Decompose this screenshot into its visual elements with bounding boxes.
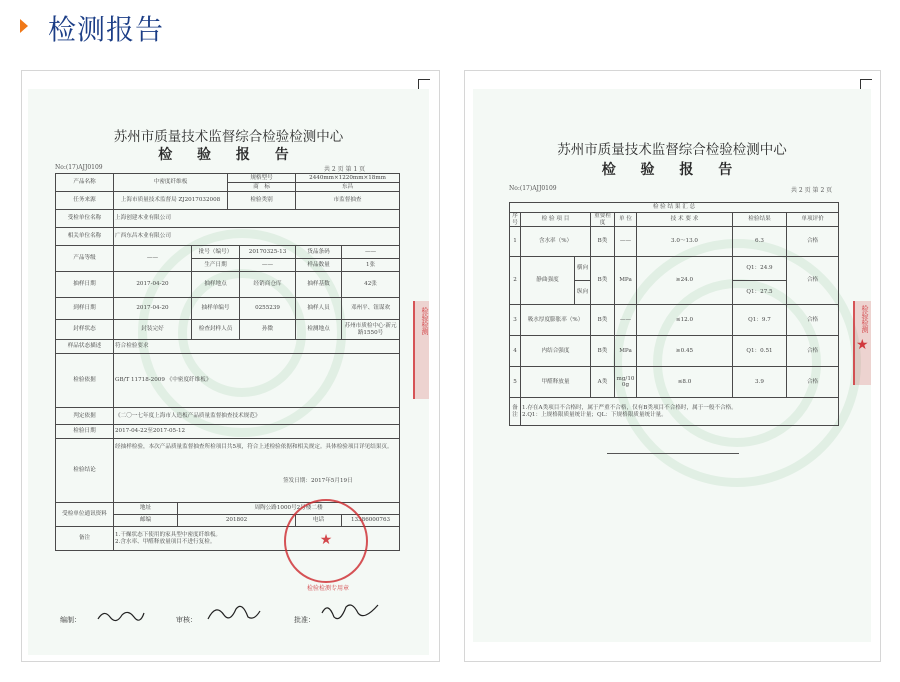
col-no: 序号 <box>510 213 521 227</box>
label-inspect-date: 检验日期 <box>56 425 114 439</box>
label-inspect-place: 检测地点 <box>296 320 342 340</box>
cell-requirement: 3.0～13.0 <box>637 227 733 257</box>
cell-importance: B类 <box>591 227 615 257</box>
side-stamp-strip <box>413 301 429 399</box>
value-tel: 13386000763 <box>342 515 400 527</box>
table-row <box>510 305 839 336</box>
remark-line-1: 1.干燥状态下使用的家具型中密度纤维板。 <box>115 532 222 539</box>
results-table <box>509 202 839 426</box>
col-item: 检 验 项 目 <box>521 213 591 227</box>
auditor-signature <box>206 601 262 625</box>
value-sample-date: 2017-04-20 <box>114 272 192 298</box>
issue-date: 签发日期：2017年5月19日 <box>283 478 353 485</box>
report-page-1-frame[interactable] <box>21 70 440 662</box>
page-info: 共 2 页 第 2 页 <box>791 187 833 194</box>
cell-verdict: 合格 <box>787 257 839 305</box>
value-task-source: 上海市质量技术监督局 ZJ2017032008 <box>114 192 228 210</box>
cell-item: 甲醛释放量 <box>521 367 591 398</box>
writer-label: 编制： <box>60 616 81 624</box>
conclusion-text: 经抽样检验，本次产品质量监督抽查所检项目共5项，符合上述检验依据和相关规定。具体检验项目详见结果页。 <box>115 444 393 450</box>
cell-requirement: ≥0.45 <box>637 336 733 367</box>
approver-label: 批准： <box>294 616 315 624</box>
value-spec: 2440mm×1220mm×18mm <box>296 174 400 183</box>
value-inspect-date: 2017-04-22至2017-05-12 <box>114 425 400 439</box>
label-product-name: 产品名称 <box>56 174 114 192</box>
side-stamp-text: 检验检测 <box>421 307 429 335</box>
cell-requirement: ≤8.0 <box>637 367 733 398</box>
value-producer: 广西东昌木业有限公司 <box>114 228 400 246</box>
cell-importance: B类 <box>591 257 615 305</box>
cell-requirement: ≤12.0 <box>637 305 733 336</box>
value-sample-base: 42张 <box>342 272 400 298</box>
label-inspect-type: 检验类别 <box>228 192 296 210</box>
label-tel: 电话 <box>296 515 342 527</box>
label-sampler: 抽样人员 <box>296 298 342 320</box>
cell-result: Q1：0.51 <box>733 336 787 367</box>
cell-importance: A类 <box>591 367 615 398</box>
cell-unit: MPa <box>615 257 637 305</box>
value-seal-state: 封装完好 <box>114 320 192 340</box>
cell-importance: B类 <box>591 305 615 336</box>
label-prod-date: 生产日期 <box>192 259 240 272</box>
label-zip: 邮编 <box>114 515 178 527</box>
star-icon: ★ <box>856 337 869 353</box>
cell-unit: MPa <box>615 336 637 367</box>
notes-label: 备注 <box>510 398 521 426</box>
col-requirement: 技 术 要 求 <box>637 213 733 227</box>
cell-no: 2 <box>510 257 521 305</box>
page-info: 共 2 页 第 1 页 <box>324 166 366 173</box>
value-conclusion <box>114 439 400 503</box>
col-verdict: 单项评价 <box>787 213 839 227</box>
cell-unit: —— <box>615 305 637 336</box>
value-sample-place: 经销商仓库 <box>240 272 296 298</box>
report-title: 检 验 报 告 <box>601 162 743 178</box>
label-brand: 商 标 <box>228 183 296 192</box>
cell-verdict: 合格 <box>787 367 839 398</box>
side-stamp-text: 检验检测 <box>861 305 869 333</box>
cell-result: Q1：24.9 <box>733 257 787 281</box>
value-sample-no: 0255239 <box>240 298 296 320</box>
label-sample-qty: 样品数量 <box>296 259 342 272</box>
label-sample-no: 抽样单编号 <box>192 298 240 320</box>
cell-unit: —— <box>615 227 637 257</box>
report-page-2-frame[interactable] <box>464 70 881 662</box>
approver-signature <box>320 599 380 623</box>
table-row <box>510 336 839 367</box>
writer-signature <box>96 605 146 625</box>
side-stamp-strip <box>853 301 871 385</box>
report-info-table <box>55 173 400 551</box>
cell-sub-item: 纵向 <box>575 281 591 305</box>
arrow-icon <box>20 19 28 33</box>
cell-importance: B类 <box>591 336 615 367</box>
page-header <box>0 0 900 56</box>
cell-no: 5 <box>510 367 521 398</box>
table-row <box>510 257 839 281</box>
value-inspect-place: 苏州市质检中心·新元路1550号 <box>342 320 400 340</box>
value-barcode: —— <box>342 246 400 259</box>
center-name: 苏州市质量技术监督综合检验检测中心 <box>557 142 787 158</box>
remark-line-2: 2.含水率、甲醛释放量项目不进行复检。 <box>115 538 216 545</box>
value-sample-desc: 符合检验要求 <box>114 340 400 354</box>
label-sample-base: 抽样基数 <box>296 272 342 298</box>
label-task-source: 任务来源 <box>56 192 114 210</box>
label-sample-place: 抽样地点 <box>192 272 240 298</box>
note-line-2: 2.Q1：上规格限质量统计量；QL：下规格限质量统计量。 <box>522 411 667 418</box>
summary-title: 检 验 结 果 汇 总 <box>510 203 839 213</box>
label-sample-date: 抽样日期 <box>56 272 114 298</box>
note-line-1: 1.存在A类项目不合格时，属于严重不合格，仅有B类项目不合格时，属于一般不合格。 <box>522 405 737 412</box>
value-zip: 201802 <box>178 515 296 527</box>
report-page-1 <box>28 89 429 655</box>
value-brand: 东昌 <box>296 183 400 192</box>
cell-unit: mg/100g <box>615 367 637 398</box>
label-unit-info: 受检单位通讯资料 <box>56 503 114 527</box>
end-rule <box>607 453 739 454</box>
cell-item: 含水率（%） <box>521 227 591 257</box>
value-grade: —— <box>114 246 192 272</box>
value-client: 上海创建木业有限公司 <box>114 210 400 228</box>
cell-result: 6.3 <box>733 227 787 257</box>
report-number: No:(17)AJJ0109 <box>509 185 557 192</box>
value-sample-qty: 1张 <box>342 259 400 272</box>
cell-no: 1 <box>510 227 521 257</box>
label-barcode: 货品条码 <box>296 246 342 259</box>
value-basis: GB/T 11718-2009 《中密度纤维板》 <box>114 354 400 408</box>
label-producer: 相关单位名称 <box>56 228 114 246</box>
value-inspect-type: 市监督抽查 <box>296 192 400 210</box>
value-judge-basis: 《二〇一七年度上海市人造板产品质量监督抽查技术规范》 <box>114 408 400 425</box>
label-conclusion: 检验结论 <box>56 439 114 503</box>
col-unit: 单 位 <box>615 213 637 227</box>
cell-item: 内结合强度 <box>521 336 591 367</box>
cell-result: Q1：27.5 <box>733 281 787 305</box>
value-sealer: 孙微 <box>240 320 296 340</box>
label-sealer: 检查封样人员 <box>192 320 240 340</box>
cell-result: Q1：9.7 <box>733 305 787 336</box>
cell-requirement: ≥24.0 <box>637 257 733 305</box>
label-addr: 地址 <box>114 503 178 515</box>
label-remark: 备注 <box>56 527 114 551</box>
value-addr: 周陶公路1000号2号楼二楼 <box>178 503 400 515</box>
cell-result: 3.9 <box>733 367 787 398</box>
cell-no: 4 <box>510 336 521 367</box>
label-judge-basis: 判定依据 <box>56 408 114 425</box>
value-batch: 20170325-13 <box>240 246 296 259</box>
notes-value <box>521 398 839 426</box>
value-sampler: 邓州平、钮谋欢 <box>342 298 400 320</box>
report-title: 检 验 报 告 <box>158 147 299 163</box>
cell-verdict: 合格 <box>787 336 839 367</box>
label-arrive-date: 到样日期 <box>56 298 114 320</box>
star-icon: ★ <box>319 532 333 549</box>
value-prod-date: —— <box>240 259 296 272</box>
cell-sub-item: 横向 <box>575 257 591 281</box>
col-importance: 重要程度 <box>591 213 615 227</box>
page-title: 检测报告 <box>48 13 165 46</box>
label-grade: 产品等级 <box>56 246 114 272</box>
seal-label: 检验检测专用章 <box>306 585 349 592</box>
label-seal-state: 封样状态 <box>56 320 114 340</box>
col-result: 检验结果 <box>733 213 787 227</box>
value-product-name: 中密度纤维板 <box>114 174 228 192</box>
label-sample-desc: 样品状态描述 <box>56 340 114 354</box>
cell-item: 静曲强度 <box>521 257 575 305</box>
label-basis: 检验依据 <box>56 354 114 408</box>
report-page-2 <box>473 89 871 642</box>
label-batch: 批号（编号） <box>192 246 240 259</box>
auditor-label: 审核： <box>176 616 197 624</box>
cell-item: 吸水厚度膨胀率（%） <box>521 305 591 336</box>
report-number: No:(17)AJJ0109 <box>55 164 103 171</box>
cell-verdict: 合格 <box>787 227 839 257</box>
table-row <box>510 367 839 398</box>
value-arrive-date: 2017-04-20 <box>114 298 192 320</box>
cell-no: 3 <box>510 305 521 336</box>
value-remark <box>114 527 400 551</box>
label-client: 受检单位名称 <box>56 210 114 228</box>
center-name: 苏州市质量技术监督综合检验检测中心 <box>113 129 344 145</box>
table-row <box>510 227 839 257</box>
cell-verdict: 合格 <box>787 305 839 336</box>
label-spec: 规格型号 <box>228 174 296 183</box>
